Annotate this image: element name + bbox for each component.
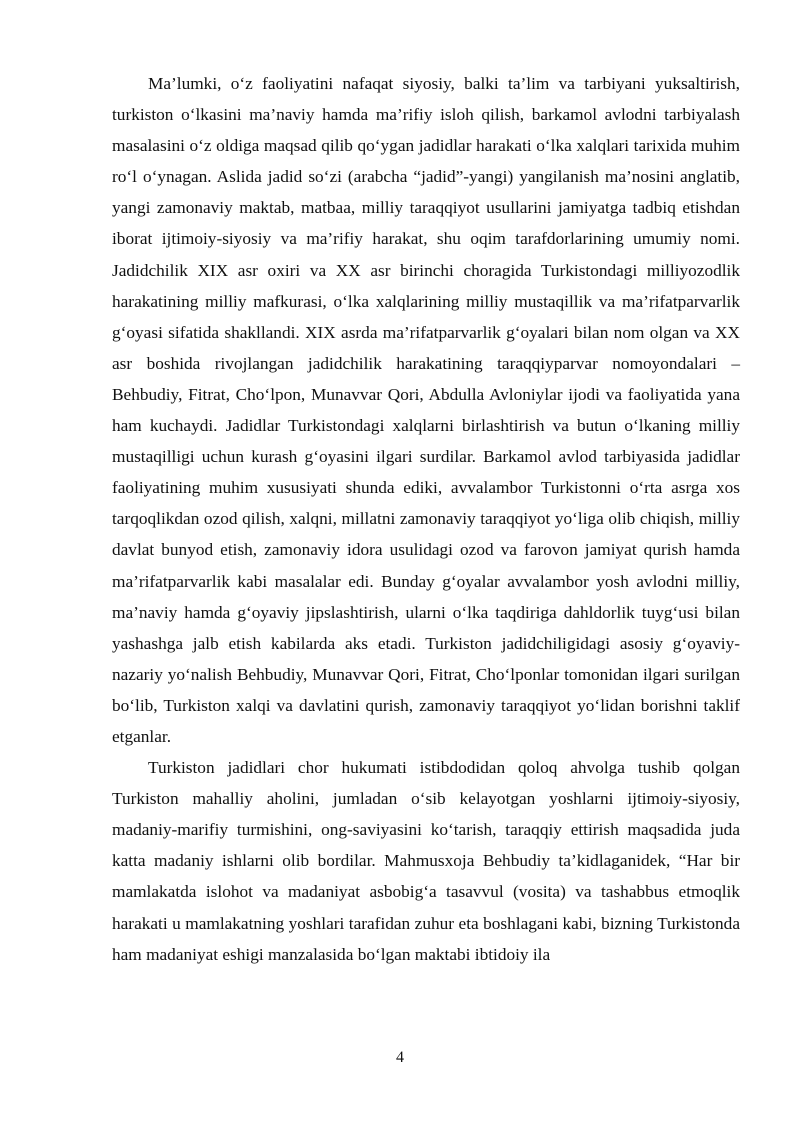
document-page	[112, 68, 740, 970]
page-number: 4	[396, 1049, 404, 1066]
paragraph-2: Turkiston jadidlari chor hukumati istibdodidan qoloq ahvolga tushib qolgan Turkiston mahalliy aholini, jumladan o‘sib kelayotgan yoshlarni ijtimoiy-siyosiy, madaniy-marifiy turmishini, ong-saviyasini ko‘tarish, taraqqiy ettirish maqsadida juda katta madaniy ishlarni olib bordilar. Mahmusxoja Behbudiy ta’kidlaganidek, “Har bir mamlakatda islohot va madaniyat asbobig‘a tasavvul (vosita) va tashabbus etmoqlik harakati u mamlakatning yoshlari tarafidan zuhur eta boshlagani kabi, bizning Turkistonda ham madaniyat eshigi manzalasida bo‘lgan maktabi ibtidoiy ila	[112, 758, 740, 964]
paragraph-1: Ma’lumki, o‘z faoliyatini nafaqat siyosiy, balki ta’lim va tarbiyani yuksaltirish, turkiston o‘lkasini ma’naviy hamda ma’rifiy isloh qilish, barkamol avlodni tarbiyalash masalasini o‘z oldiga maqsad qilib qo‘ygan jadidlar harakati o‘lka xalqlari tarixida muhim ro‘l o‘ynagan. Aslida jadid so‘zi (arabcha “jadid”-yangi) yangilanish ma’nosini anglatib, yangi zamonaviy maktab, matbaa, milliy taraqqiyot usullarini jamiyatga tadbiq etishdan iborat ijtimoiy-siyosiy va ma’rifiy harakat, shu oqim tarafdorlarining umumiy nomi. Jadidchilik XIX asr oxiri va XX asr birinchi choragida Turkistondagi milliyozodlik harakatining milliy mafkurasi, o‘lka xalqlarining milliy mustaqillik va ma’rifatparvarlik g‘oyasi sifatida shakllandi. XIX asrda ma’rifatparvarlik g‘oyalari bilan nom olgan va XX asr boshida rivojlangan jadidchilik harakatining taraqqiyparvar nomoyondalari – Behbudiy, Fitrat, Cho‘lpon, Munavvar Qori, Abdulla Avloniylar ijodi va faoliyatida yana ham kuchaydi. Jadidlar Turkistondagi xalqlarni birlashtirish va butun o‘lkaning milliy mustaqilligi uchun kurash g‘oyasini ilgari surdilar. Barkamol avlod tarbiyasida jadidlar faoliyatining muhim xususiyati shunda ediki, avvalambor Turkistonni o‘rta asrga xos tarqoqlikdan ozod qilish, xalqni, millatni zamonaviy taraqqiyot yo‘liga olib chiqish, milliy davlat bunyod etish, zamonaviy idora usulidagi ozod va farovon jamiyat qurish hamda ma’rifatparvarlik kabi masalalar edi. Bunday g‘oyalar avvalambor yosh avlodni milliy, ma’naviy hamda g‘oyaviy jipslashtirish, ularni o‘lka taqdiriga dahldorlik tuyg‘usi bilan yashashga jalb etish kabilarda aks etadi. Turkiston jadidchiligidagi asosiy g‘oyaviy-nazariy yo‘nalish Behbudiy, Munavvar Qori, Fitrat, Cho‘lponlar tomonidan ilgari surilgan bo‘lib, Turkiston xalqi va davlatini qurish, zamonaviy taraqqiyot yo‘lidan borishni taklif etganlar.	[112, 74, 740, 746]
